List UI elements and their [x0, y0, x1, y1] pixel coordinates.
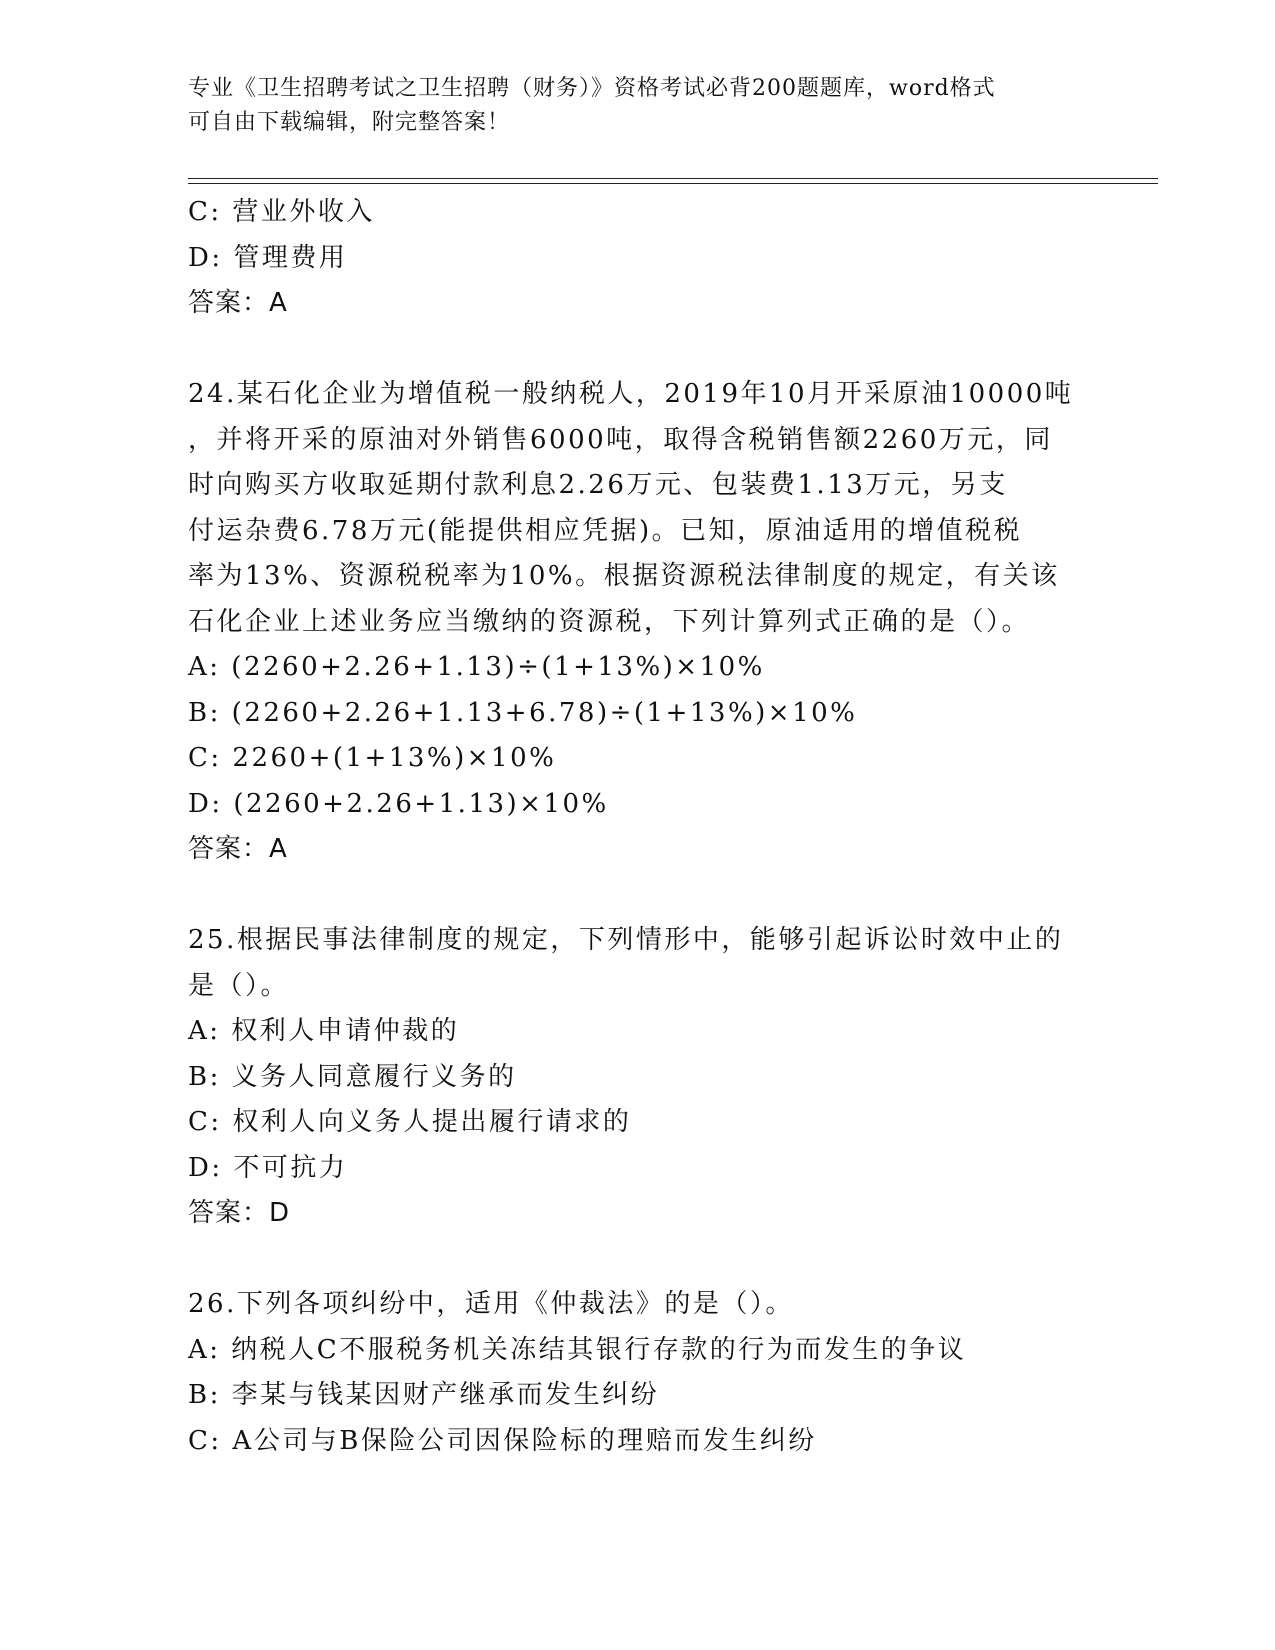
header-line-2: 可自由下载编辑，附完整答案！	[188, 110, 511, 135]
option-c: C: A公司与B保险公司因保险标的理赔而发生纠纷	[188, 1425, 817, 1456]
prev-question	[188, 190, 1088, 327]
question-text-line: 石化企业上述业务应当缴纳的资源税，下列计算列式正确的是（）。	[188, 606, 1031, 637]
header-line-1: 专业《卫生招聘考试之卫生招聘（财务）》资格考试必背200题题库，word格式	[188, 76, 996, 101]
option-a: A: 权利人申请仲裁的	[188, 1016, 460, 1046]
spacer	[188, 327, 1088, 373]
question-26	[188, 1282, 1088, 1464]
option-c: C: 权利人向义务人提出履行请求的	[188, 1107, 632, 1137]
answer-label: 答案：A	[188, 288, 288, 318]
question-text-line: ，并将开采的原油对外销售6000吨，取得含税销售额2260万元，同	[188, 424, 1053, 455]
question-text	[188, 372, 1088, 645]
header-rule-bottom	[188, 183, 1158, 184]
question-text-line: 24.某石化企业为增值税一般纳税人，2019年10月开采原油10000吨	[188, 379, 1074, 409]
question-text-line: 率为13%、资源税税率为10%。根据资源税法律制度的规定，有关该	[188, 561, 1060, 591]
question-text-line: 26.下列各项纠纷中，适用《仲裁法》的是（）。	[188, 1289, 794, 1319]
question-text-line: 是（）。	[188, 970, 290, 1001]
option-d: D: (2260+2.26+1.13)×10%	[188, 788, 609, 819]
question-text-line: 付运杂费6.78万元(能提供相应凭据)。已知，原油适用的增值税税	[188, 515, 1023, 546]
document-header	[188, 72, 1088, 140]
option-c: C: 营业外收入	[188, 197, 375, 227]
option-c: C: 2260+(1+13%)×10%	[188, 743, 557, 773]
question-25	[188, 918, 1088, 1237]
option-d: D: 不可抗力	[188, 1152, 348, 1183]
document-body	[188, 190, 1088, 1464]
question-24	[188, 372, 1088, 873]
answer-label: 答案：D	[188, 1198, 291, 1228]
question-text-line: 时向购买方收取延期付款利息2.26万元、包装费1.13万元，另支	[188, 470, 1008, 500]
option-a: A: (2260+2.26+1.13)÷(1+13%)×10%	[188, 652, 765, 682]
answer-label: 答案：A	[188, 834, 288, 864]
question-text	[188, 1282, 1088, 1328]
option-b: B: 李某与钱某因财产继承而发生纠纷	[188, 1380, 660, 1410]
option-d: D: 管理费用	[188, 242, 348, 273]
question-text-line: 25.根据民事法律制度的规定，下列情形中，能够引起诉讼时效中止的	[188, 925, 1064, 955]
question-text	[188, 918, 1088, 1009]
spacer	[188, 1237, 1088, 1283]
option-a: A: 纳税人C不服税务机关冻结其银行存款的行为而发生的争议	[188, 1334, 967, 1365]
header-rule-top	[188, 178, 1158, 179]
option-b: B: 义务人同意履行义务的	[188, 1061, 517, 1092]
spacer	[188, 873, 1088, 919]
option-b: B: (2260+2.26+1.13+6.78)÷(1+13%)×10%	[188, 697, 858, 728]
